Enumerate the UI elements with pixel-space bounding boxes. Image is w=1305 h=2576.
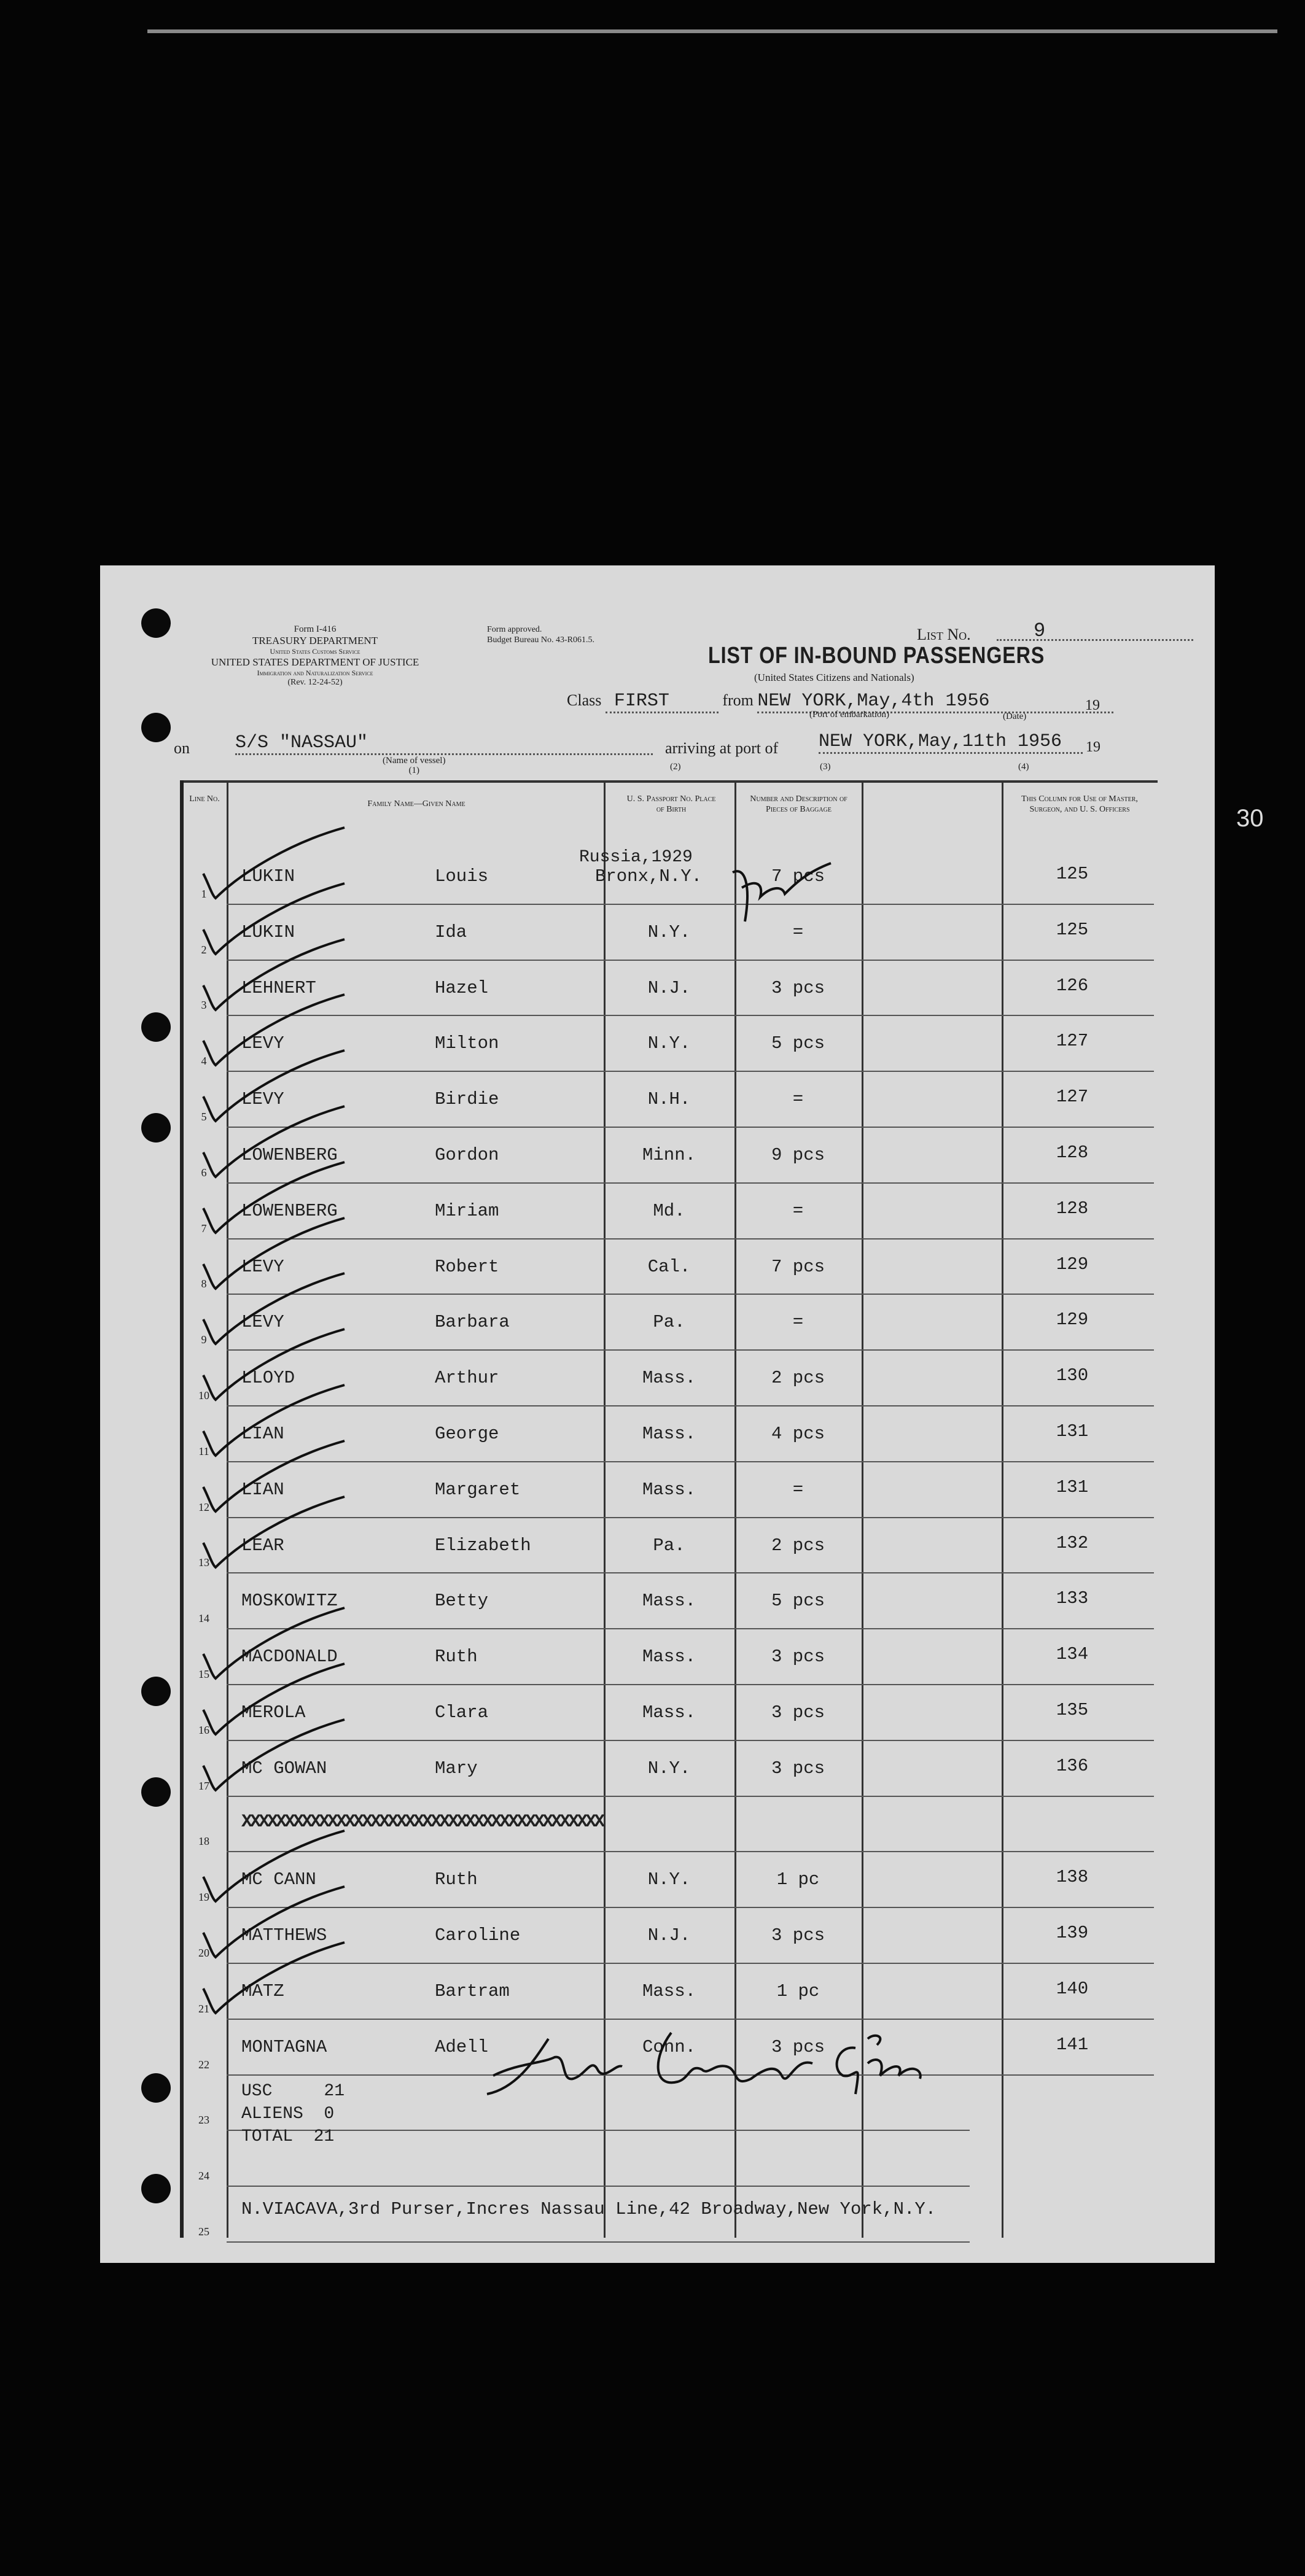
given-name: Miriam [435,1200,499,1221]
line-number: 25 [198,2225,209,2238]
family-name: LIAN [241,1424,284,1444]
baggage-count: 7 pcs [771,866,825,886]
officer-number: 136 [1056,1755,1089,1776]
officer-number: 135 [1056,1700,1089,1720]
baggage-count: = [792,1312,804,1333]
baggage-count: 9 pcs [771,1145,825,1165]
line-number: 23 [198,2114,209,2127]
officer-number: 141 [1056,2034,1089,2055]
page-number-mark: 30 [1236,805,1264,832]
line-number: 21 [198,2002,209,2015]
row-divider [227,1405,1154,1406]
family-name: LLOYD [241,1368,295,1389]
place-of-birth: N.Y. [647,921,691,942]
customs-service: United States Customs Service [270,647,360,656]
officer-number: 129 [1056,1254,1089,1274]
given-name: Bartram [435,1981,510,2001]
line-number: 22 [198,2058,209,2071]
punch-hole [141,1777,171,1807]
passport-header: U. S. Passport No. Place of Birth [626,794,716,814]
baggage-count: 7 pcs [771,1256,825,1277]
officer-number: 138 [1056,1867,1089,1888]
row-divider [227,1628,1154,1629]
family-name: LEVY [241,1256,284,1277]
given-name: Ruth [435,1647,478,1667]
baggage-count: 3 pcs [771,1647,825,1667]
line-number: 11 [198,1445,209,1457]
row-divider [227,1127,1154,1128]
given-name: Barbara [435,1312,510,1333]
place-of-birth: Mass. [642,1702,696,1723]
row-divider [227,1851,1154,1852]
line-number: 16 [198,1723,209,1736]
column-2-number: (2) [670,762,681,772]
officer-number: 126 [1056,975,1089,996]
form-approved-text: Form approved. [487,625,542,634]
year-prefix: 19 [1086,739,1100,755]
aliens-total: ALIENS 0 [241,2104,335,2124]
baggage-count: 1 pc [776,1981,820,2001]
given-name: Birdie [435,1089,499,1110]
place-of-birth: Mass. [642,1981,696,2001]
officer-number: 134 [1056,1644,1089,1665]
family-name: MATZ [241,1981,284,2001]
vessel-label: (Name of vessel) (1) [383,756,446,775]
punch-hole [141,2073,171,2103]
family-name: LUKIN [241,921,295,942]
baggage-count: 3 pcs [771,2036,825,2057]
check-mark-icon [197,1717,351,1796]
baggage-count: 3 pcs [771,1702,825,1723]
given-name: Ida [435,921,467,942]
port-of-embarkation-label: (Port of embarkation) [809,710,889,720]
given-name: Caroline [435,1925,521,1946]
row-divider [227,1238,1154,1240]
family-name: MEROLA [241,1702,306,1723]
punch-hole [141,1012,171,1042]
given-name: Adell [435,2036,489,2057]
line-number: 12 [198,1500,209,1513]
row-divider [227,1740,1154,1741]
officer-number: 125 [1056,864,1089,884]
struck-out-row: XXXXXXXXXXXXXXXXXXXXXXXXXXXXXXXXXXXXXXXXXX [241,1811,603,1833]
family-name: MACDONALD [241,1647,338,1667]
punch-hole [141,2174,171,2203]
arrival-value: NEW YORK,May,11th 1956 [819,731,1083,754]
page-title: LIST OF IN-BOUND PASSENGERS [708,643,1045,669]
date-label: (Date) [1003,712,1027,721]
passenger-manifest-page [100,565,1264,2263]
punch-hole [141,608,171,638]
officer-number: 130 [1056,1365,1089,1386]
row-divider [227,904,1154,905]
row-divider [227,960,1154,961]
line-number: 10 [198,1389,209,1402]
family-name: MONTAGNA [241,2036,327,2057]
baggage-count: 5 pcs [771,1033,825,1054]
officer-number: 128 [1056,1198,1089,1219]
given-name: Elizabeth [435,1535,531,1556]
family-name: MC GOWAN [241,1758,327,1779]
line-number: 20 [198,1947,209,1959]
row-divider [227,1349,1154,1351]
line-number: 4 [201,1055,207,1068]
row-divider [227,1294,1154,1295]
line-number: 14 [198,1612,209,1625]
given-name: Milton [435,1033,499,1054]
from-label: from [722,691,754,709]
line-number: 1 [201,887,207,900]
family-name: LOWENBERG [241,1200,338,1221]
officer-number: 131 [1056,1421,1089,1441]
family-name: LOWENBERG [241,1145,338,1165]
scan-top-edge [147,29,1277,33]
given-name: Margaret [435,1479,521,1500]
family-name: LEVY [241,1089,284,1110]
given-name: Betty [435,1591,489,1612]
line-number: 17 [198,1779,209,1792]
given-name: Arthur [435,1368,499,1389]
place-of-birth: Mass. [642,1368,696,1389]
line-number: 15 [198,1668,209,1680]
officer-number: 127 [1056,1087,1089,1108]
place-of-birth: Mass. [642,1591,696,1612]
baggage-count: = [792,1200,804,1221]
line-number: 3 [201,999,207,1012]
row-divider [227,2019,1154,2020]
given-name: Robert [435,1256,499,1277]
row-divider [227,1907,1154,1908]
baggage-count: 3 pcs [771,1758,825,1779]
family-name: LEVY [241,1033,284,1054]
baggage-count: = [792,921,804,942]
check-mark-icon [197,1939,351,2019]
given-name: George [435,1424,499,1444]
baggage-count: 5 pcs [771,1591,825,1612]
place-of-birth: N.Y. [647,1033,691,1054]
officer-signature [469,2020,935,2100]
place-of-birth: N.H. [647,1089,691,1110]
officer-number: 140 [1056,1979,1089,1999]
officer-number: 132 [1056,1532,1089,1553]
officer-number: 127 [1056,1031,1089,1052]
check-mark-icon [197,1494,351,1573]
place-of-birth: Mass. [642,1479,696,1500]
baggage-count: 4 pcs [771,1424,825,1444]
baggage-header: Number and Description of Pieces of Baggage [750,794,847,814]
row-divider [227,1572,1154,1573]
line-number: 19 [198,1891,209,1904]
line-number: 8 [201,1278,207,1290]
officer-number: 131 [1056,1476,1089,1497]
officers-header: This Column for Use of Master, Surgeon, and U. S. Officers [1021,794,1138,814]
baggage-count: 3 pcs [771,1925,825,1946]
form-number: Form I-416 [294,624,337,634]
row-divider [227,1796,1154,1797]
row-divider [227,1517,1154,1518]
justice-dept: UNITED STATES DEPARTMENT OF JUSTICE [211,656,419,668]
given-name: Hazel [435,977,489,998]
list-number-label: List No. [917,626,971,643]
line-number: 2 [201,943,207,956]
treasury-dept: TREASURY DEPARTMENT [252,635,378,646]
row-divider [227,2186,970,2187]
place-of-birth-year: Russia,1929 [579,848,693,867]
given-name: Clara [435,1702,489,1723]
place-of-birth: N.Y. [647,1758,691,1779]
given-name: Louis [435,866,489,886]
place-of-birth: Mass. [642,1424,696,1444]
list-number [917,619,1046,644]
line-number: 9 [201,1333,207,1346]
revision: (Rev. 12-24-52) [287,678,343,687]
family-name: LUKIN [241,866,295,886]
place-of-birth: Md. [653,1200,685,1221]
row-divider [227,1963,1154,1964]
place-of-birth: Cal. [647,1256,691,1277]
place-of-birth: Bronx,N.Y. [594,866,702,886]
list-number-value: 9 [1034,619,1046,642]
row-divider [227,1182,1154,1184]
line-number: 24 [198,2170,209,2182]
officer-number: 133 [1056,1588,1089,1609]
baggage-count: 2 pcs [771,1368,825,1389]
baggage-count: 1 pc [776,1869,820,1890]
year-prefix: 19 [1085,697,1100,713]
line-number-header: Line No. [189,794,220,804]
line-number: 18 [198,1835,209,1848]
given-name: Mary [435,1758,478,1779]
line-number: 5 [201,1111,207,1123]
place-of-birth: Pa. [653,1312,685,1333]
on-label: on [174,739,190,757]
row-divider [227,2130,970,2131]
officer-number: 125 [1056,919,1089,940]
embarkation-value: NEW YORK,May,4th 1956 [757,691,1113,713]
given-name: Gordon [435,1145,499,1165]
passenger-table [180,780,1158,2238]
punch-hole [141,713,171,742]
place-of-birth: Mass. [642,1647,696,1667]
row-divider [227,1015,1154,1016]
form-approval [487,624,594,645]
arriving-label: arriving at port of [665,739,779,757]
family-name: MC CANN [241,1869,316,1890]
family-name: LIAN [241,1479,284,1500]
agency-header [174,624,456,688]
punch-hole [141,1113,171,1143]
row-divider [227,1461,1154,1462]
name-header: Family Name—Given Name [367,799,466,809]
usc-total: USC 21 [241,2081,345,2101]
baggage-count: 3 pcs [771,977,825,998]
place-of-birth: N.J. [647,977,691,998]
family-name: LEVY [241,1312,284,1333]
vessel-name: S/S "NASSAU" [235,732,653,755]
family-name: LEAR [241,1535,284,1556]
class-label: Class [567,691,602,709]
punch-hole [141,1677,171,1706]
family-name: LEHNERT [241,977,316,998]
page-subtitle: (United States Citizens and Nationals) [754,672,914,683]
row-divider [227,2241,970,2243]
family-name: MATTHEWS [241,1925,327,1946]
officer-number: 128 [1056,1143,1089,1163]
baggage-count: = [792,1479,804,1500]
initials-mark [727,860,837,928]
line-number: 13 [198,1556,209,1569]
place-of-birth: N.Y. [647,1869,691,1890]
grand-total: TOTAL 21 [241,2127,335,2146]
officer-number: 139 [1056,1923,1089,1944]
ins-service: Immigration and Naturalization Service [257,669,373,677]
budget-bureau-text: Budget Bureau No. 43-R061.5. [487,635,594,645]
officer-number: 129 [1056,1309,1089,1330]
purser-signature-line: N.VIACAVA,3rd Purser,Incres Nassau Line,42 Broadway,New York,N.Y. [241,2199,937,2220]
row-divider [227,1071,1154,1072]
line-number: 6 [201,1166,207,1179]
baggage-count: = [792,1089,804,1110]
place-of-birth: Conn. [642,2036,696,2057]
place-of-birth: Pa. [653,1535,685,1556]
place-of-birth: Minn. [642,1145,696,1165]
class-value: FIRST [606,691,719,713]
family-name: MOSKOWITZ [241,1591,338,1612]
given-name: Ruth [435,1869,478,1890]
place-of-birth: N.J. [647,1925,691,1946]
column-3-number: (3) [820,762,831,772]
column-4-number: (4) [1018,762,1029,772]
row-divider [227,1684,1154,1685]
baggage-count: 2 pcs [771,1535,825,1556]
line-number: 7 [201,1222,207,1235]
